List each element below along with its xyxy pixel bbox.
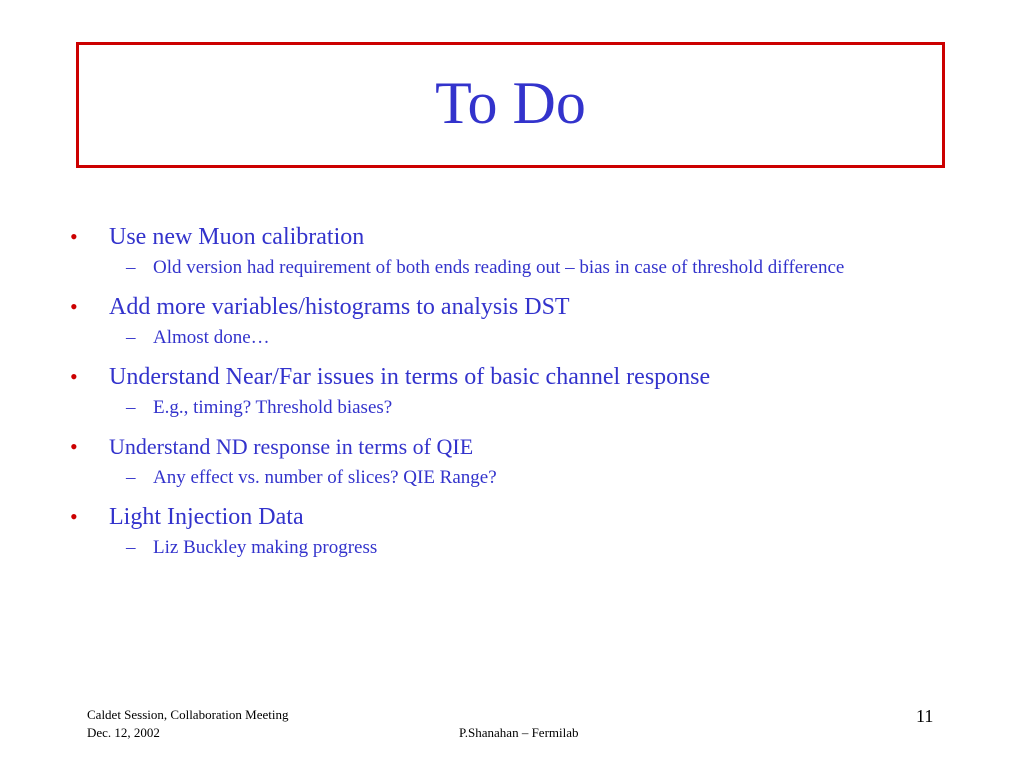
footer-session-info xyxy=(87,706,288,742)
slide-title: To Do xyxy=(435,70,586,136)
bullet-icon: • xyxy=(70,294,78,319)
dash-icon: – xyxy=(126,327,136,348)
sub-bullet-item xyxy=(70,254,950,282)
bullet-text: Add more variables/histograms to analysis DST xyxy=(109,294,570,320)
bullet-text: Use new Muon calibration xyxy=(109,224,365,250)
bullet-item xyxy=(70,220,950,254)
sub-bullet-text: Old version had requirement of both ends reading out – bias in case of threshold difference xyxy=(153,257,845,278)
bullet-list xyxy=(70,220,950,562)
sub-bullet-text: E.g., timing? Threshold biases? xyxy=(153,397,393,418)
footer-date: Dec. 12, 2002 xyxy=(87,725,160,740)
bullet-item xyxy=(70,500,950,534)
bullet-text: Understand Near/Far issues in terms of basic channel response xyxy=(109,364,711,390)
sub-bullet-text: Any effect vs. number of slices? QIE Range? xyxy=(153,467,497,488)
bullet-icon: • xyxy=(70,224,78,249)
sub-bullet-item xyxy=(70,464,950,492)
sub-bullet-item xyxy=(70,534,950,562)
bullet-item xyxy=(70,430,950,464)
dash-icon: – xyxy=(126,467,136,488)
dash-icon: – xyxy=(126,537,136,558)
bullet-icon: • xyxy=(70,434,78,459)
bullet-text: Light Injection Data xyxy=(109,504,304,530)
title-box xyxy=(76,42,945,168)
footer-author: P.Shanahan – Fermilab xyxy=(459,725,579,740)
sub-bullet-text: Liz Buckley making progress xyxy=(153,537,378,558)
sub-bullet-item xyxy=(70,324,950,352)
bullet-icon: • xyxy=(70,364,78,389)
bullet-item xyxy=(70,360,950,394)
sub-bullet-text: Almost done… xyxy=(153,327,270,348)
page-number: 11 xyxy=(916,706,934,726)
bullet-text: Understand ND response in terms of QIE xyxy=(109,434,474,459)
bullet-item xyxy=(70,290,950,324)
sub-bullet-item xyxy=(70,394,950,422)
bullet-icon: • xyxy=(70,504,78,529)
dash-icon: – xyxy=(126,257,136,278)
footer-session: Caldet Session, Collaboration Meeting xyxy=(87,707,289,722)
dash-icon: – xyxy=(126,397,136,418)
